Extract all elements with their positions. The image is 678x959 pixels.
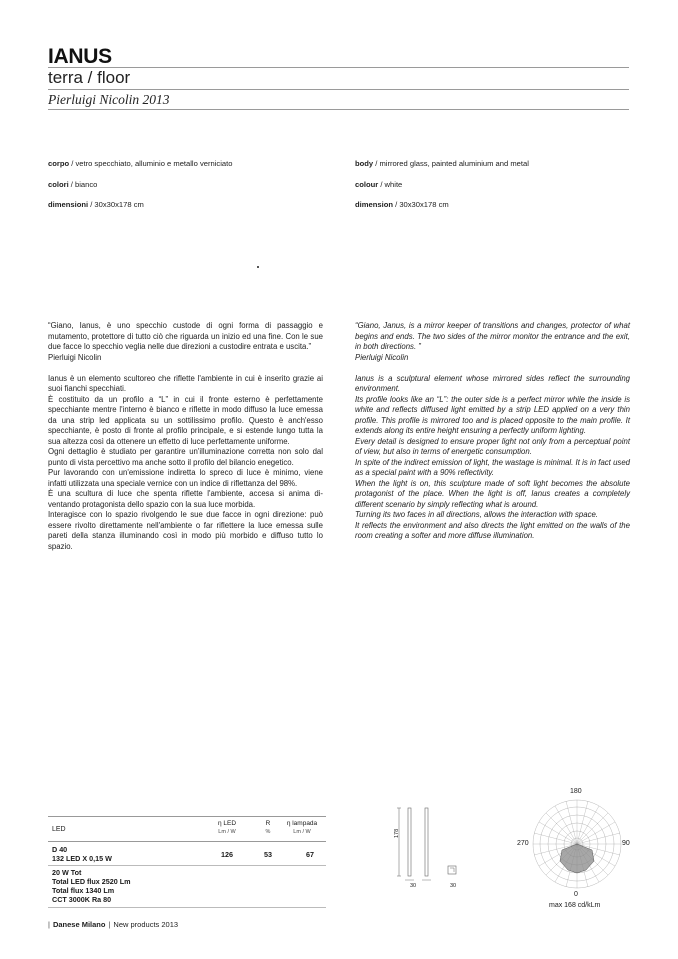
- paragraph: When the light is on, this sculpture made of soft light becomes the absolute protagonist of the place. When the light is off, Ianus creates a completely different scenario by simply reflecting what is around.: [355, 478, 630, 509]
- lamp-front-view: [408, 808, 411, 876]
- spec-value: / bianco: [68, 180, 98, 189]
- footer-separator: |: [108, 920, 111, 929]
- led-flux: Total LED flux 2520 Lm: [52, 877, 131, 886]
- spec-value: / 30x30x178 cm: [392, 200, 449, 209]
- header-unit: Lm / W: [293, 829, 311, 835]
- header-unit: %: [265, 829, 271, 835]
- stray-dot: [257, 266, 259, 268]
- cct-ra: CCT 3000K Ra 80: [52, 895, 112, 904]
- footer: [48, 920, 178, 929]
- eta-lamp-value: 67: [306, 850, 314, 859]
- led-table-top-rule: [48, 816, 326, 817]
- spacer: [48, 363, 323, 374]
- description-italian: [48, 321, 323, 552]
- power-total: 20 W Tot: [52, 868, 82, 877]
- spec-label: dimensioni: [48, 200, 89, 209]
- footer-brand: Danese Milano: [52, 920, 106, 929]
- quote-it: “Giano, Ianus, è uno specchio custode di ogni forma di passaggio e mutamento, protettore di tutto ciò che riguarda un inizio ed una fine. Con le sue due facce lo specchio veglia nelle due direzioni a custodire entrata e uscita.”: [48, 321, 323, 351]
- plan-view-square: [448, 866, 456, 874]
- polar-label-270: 270: [517, 840, 529, 847]
- eta-led-col-header: [212, 820, 242, 836]
- eta-led-value: 126: [221, 850, 233, 859]
- spec-value: / vetro specchiato, alluminio e metallo verniciato: [69, 159, 233, 168]
- spacer: [355, 363, 630, 374]
- quote-en: “Giano, Janus, is a mirror keeper of transitions and changes, protector of what begins and ends. The two sides of the mirror monitor the entrance and the exit, in both directions. ”: [355, 321, 630, 351]
- lamp-side-view: [425, 808, 428, 876]
- author-en: Pierluigi Nicolin: [355, 352, 409, 362]
- spec-it-colour: [48, 180, 97, 189]
- paragraph: È costituito da un profilo a “L” in cui il fronte esterno è perfettamente specchiante mentre l'interno è bianco e riflette in modo diffuso la luce emessa da una strip led applicata su un sottilissimo profilo. Questo è anch'esso specchiante, è posto di fronte al profilo principale, e si estende lungo tutta la sua altezza così da ottenere un effetto di luce perfettamente uniforme.: [48, 394, 323, 446]
- polar-light-distribution: [532, 799, 622, 889]
- dimension-drawing: [392, 800, 467, 895]
- polar-label-90: 90: [622, 840, 630, 847]
- footer-separator: |: [48, 920, 50, 929]
- polar-caption: max 168 cd/kLm: [549, 902, 601, 909]
- paragraph: Every detail is designed to ensure proper light not only from a perceptual point of view, but also in terms of energetic consumption.: [355, 436, 630, 456]
- width-label-2: 30: [450, 883, 457, 889]
- paragraph: In spite of the indirect emission of light, the wastage is minimal. It is in fact used as a special paint with a 90% reflectivity.: [355, 457, 630, 477]
- spec-label: corpo: [48, 159, 70, 168]
- spec-value: / white: [378, 180, 403, 189]
- product-title: IANUS: [48, 45, 112, 68]
- subtitle-rule: [48, 89, 629, 90]
- author-it: Pierluigi Nicolin: [48, 352, 102, 362]
- spec-en-body: [355, 159, 529, 168]
- title-rule: [48, 67, 629, 68]
- product-subtitle: terra / floor: [48, 68, 131, 87]
- spec-value: / mirrored glass, painted aluminium and metal: [373, 159, 529, 168]
- height-label: 178: [394, 828, 400, 838]
- designer-rule: [48, 109, 629, 110]
- paragraph: Its profile looks like an “L”: the outer side is a perfect mirror while the inside is white and reflects diffused light emitted by a strip LED applied on a very thin profile. This profile is mirrored too and is placed opposite to the main profile. It extends along its entire height ensuring a perfectly uniform lighting.: [355, 394, 630, 435]
- paragraph: Interagisce con lo spazio rivolgendo le sue due facce in ogni direzione: può essere rivolto direttamente nell'ambiente o far riflettere la luce emessa sulle pareti della stanza illuminando così in modo più morbido e diffuso tutto lo spazio.: [48, 510, 323, 551]
- spec-en-colour: [355, 180, 402, 189]
- spec-label: colour: [355, 180, 379, 189]
- header-label: η LED: [217, 820, 237, 827]
- paragraph: It reflects the environment and also directs the light emitted on the walls of the room creating a softer and more diffuse illumination.: [355, 520, 630, 540]
- paragraph: Ianus è un elemento scultoreo che riflette l'ambiente in cui è inserito grazie ai suoi fianchi specchiati.: [48, 373, 323, 393]
- led-table-header-rule: [48, 841, 326, 842]
- spec-label: colori: [48, 180, 69, 189]
- led-model: D 40: [52, 845, 68, 854]
- polar-label-0: 0: [574, 891, 578, 898]
- r-col-header: [258, 820, 278, 836]
- header-unit: Lm / W: [218, 829, 236, 835]
- width-label-1: 30: [410, 883, 417, 889]
- r-value: 53: [264, 850, 272, 859]
- paragraph: Ogni dettaglio è studiato per garantire un'illuminazione corretta non solo dal punto di vista percettivo ma anche sotto il profilo del bilancio enegetico.: [48, 447, 323, 467]
- spec-value: / 30x30x178 cm: [88, 200, 144, 209]
- led-table-bottom-rule: [48, 907, 326, 908]
- polar-label-180: 180: [570, 788, 582, 795]
- paragraph: È una scultura di luce che spenta riflette l'ambiente, accesa si anima di-ventando protagonista dello spazio con la sua luce morbida.: [48, 489, 323, 509]
- designer-line: Pierluigi Nicolin 2013: [48, 92, 170, 107]
- total-flux: Total flux 1340 Lm: [52, 886, 115, 895]
- header-label: R: [265, 820, 271, 827]
- eta-lamp-col-header: [282, 820, 322, 836]
- led-spec: 132 LED X 0,15 W: [52, 854, 112, 863]
- spec-label: dimension: [355, 200, 393, 209]
- plan-view-l-profile: [450, 868, 454, 872]
- light-distribution-curve: [560, 844, 594, 873]
- footer-note: New products 2013: [113, 920, 179, 929]
- header-label: η lampada: [286, 820, 318, 827]
- paragraph: Ianus is a sculptural element whose mirrored sides reflect the surrounding environment.: [355, 373, 630, 393]
- spec-en-dimension: [355, 200, 449, 209]
- paragraph: Pur lavorando con un'emissione indiretta lo spreco di luce è minimo, viene infatti utilizzata una speciale vernice con un indice di riflettanza del 98%.: [48, 468, 323, 488]
- paragraph: Turning its two faces in all directions, allows the interaction with space.: [355, 510, 598, 519]
- spec-it-body: [48, 159, 232, 168]
- led-col-header: LED: [52, 826, 66, 833]
- spec-label: body: [355, 159, 374, 168]
- description-english: [355, 321, 630, 542]
- spec-it-dimensions: [48, 200, 144, 209]
- led-table-row-rule: [48, 865, 326, 866]
